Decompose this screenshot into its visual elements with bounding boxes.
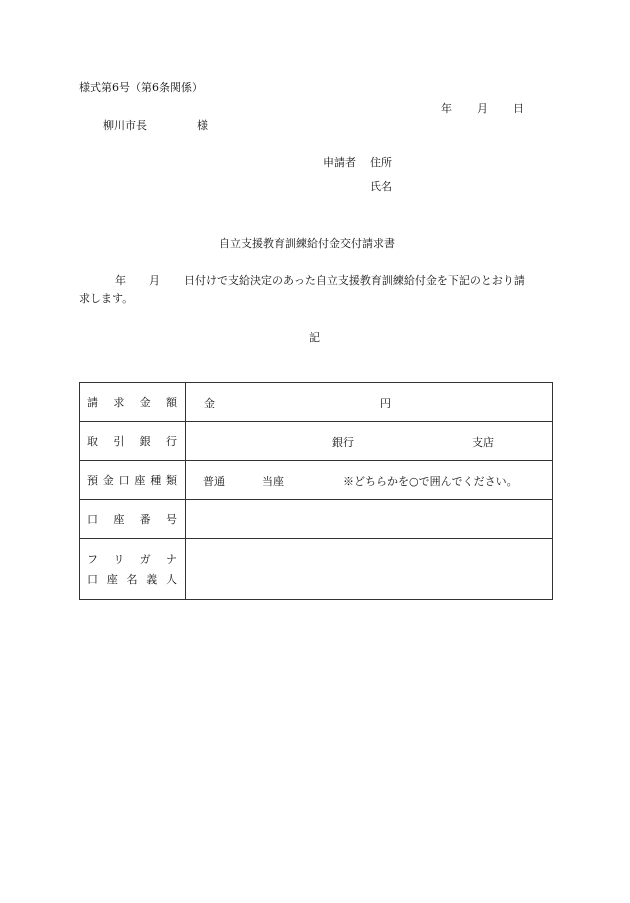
branch-suffix: 支店: [472, 436, 494, 449]
date-day: 日: [513, 102, 524, 115]
body-line2: 求します。: [79, 292, 134, 305]
label-char: ナ: [165, 553, 177, 566]
row-account-holder: [80, 539, 553, 600]
row-account-type: [80, 461, 553, 500]
label-char: 号: [165, 513, 177, 526]
row-bank: [80, 422, 553, 461]
option-current[interactable]: 当座: [262, 475, 284, 488]
label-char: 取: [87, 435, 98, 448]
amount-unit: 円: [380, 397, 391, 410]
account-holder-label: [80, 539, 186, 600]
bank-label: [80, 422, 186, 461]
account-number-label: [80, 500, 186, 539]
date-year: 年: [441, 102, 452, 115]
label-char: 請: [87, 396, 98, 409]
bank-suffix: 銀行: [332, 436, 354, 449]
label-char: 銀: [139, 435, 151, 448]
account-type-instruction: ※どちらかを○で囲んでください。: [343, 475, 518, 488]
option-ordinary[interactable]: 普通: [203, 475, 225, 488]
amount-label: [80, 383, 186, 422]
account-holder-field[interactable]: [186, 539, 553, 600]
label-char: 座: [106, 573, 118, 586]
body-line1: 日付けで支給決定のあった自立支援教育訓練給付金を下記のとおり請: [184, 274, 525, 287]
date-month: 月: [477, 102, 488, 115]
amount-prefix: 金: [204, 397, 215, 410]
document-title: 自立支援教育訓練給付金交付請求書: [219, 237, 395, 250]
note-mark: 記: [309, 331, 320, 344]
body-year: 年: [115, 274, 126, 287]
label-char: 預: [87, 474, 98, 487]
account-type-field[interactable]: [186, 461, 553, 500]
account-number-field[interactable]: [186, 500, 553, 539]
body-month: 月: [149, 274, 160, 287]
address-label: 住所: [370, 156, 392, 169]
label-char: 座: [113, 513, 125, 526]
label-char: 求: [113, 396, 125, 409]
name-label: 氏名: [370, 180, 392, 193]
label-char: 口: [87, 573, 98, 586]
label-char: 金: [102, 474, 114, 487]
label-char: 番: [139, 513, 151, 526]
label-char: 名: [126, 573, 138, 586]
label-char: 義: [146, 573, 158, 586]
form-number: 様式第6号（第6条関係）: [79, 81, 203, 94]
label-char: 座: [134, 474, 146, 487]
row-account-number: [80, 500, 553, 539]
label-char: 引: [113, 435, 125, 448]
label-char: リ: [113, 553, 125, 566]
label-char: 類: [165, 474, 177, 487]
account-type-label: [80, 461, 186, 500]
label-char: 口: [118, 474, 130, 487]
addressee-honorific: 様: [197, 119, 208, 132]
label-char: 額: [165, 396, 177, 409]
label-char: 人: [166, 573, 177, 586]
label-char: 行: [165, 435, 177, 448]
label-char: 種: [150, 474, 162, 487]
label-char: フ: [87, 553, 98, 566]
label-char: 金: [139, 396, 151, 409]
row-amount: [80, 383, 553, 422]
applicant-label: 申請者: [323, 156, 356, 169]
label-char: 口: [87, 513, 98, 526]
label-char: ガ: [139, 553, 151, 566]
request-table: [79, 382, 553, 600]
addressee: 柳川市長: [103, 119, 147, 132]
amount-field[interactable]: [186, 383, 553, 422]
bank-field[interactable]: [186, 422, 553, 461]
